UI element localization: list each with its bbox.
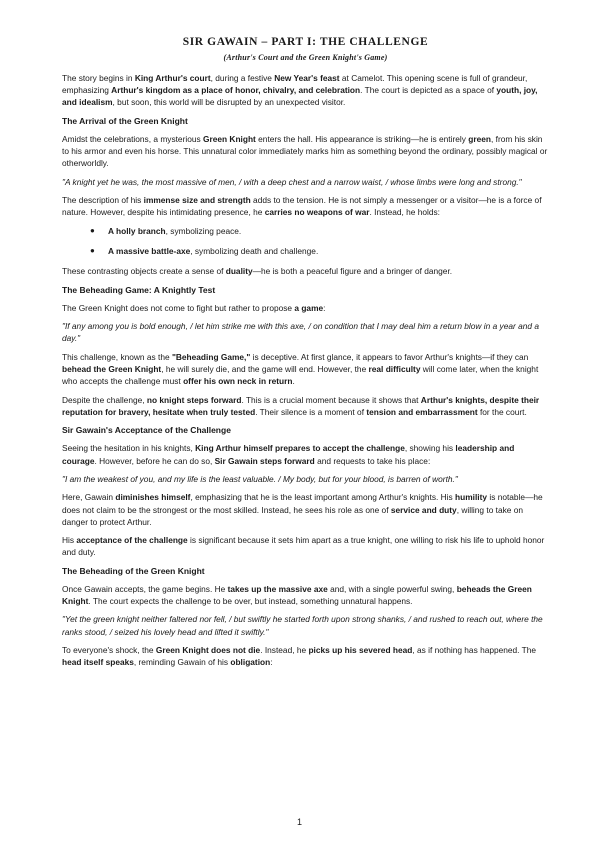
section-heading-acceptance: Sir Gawain's Acceptance of the Challenge [62, 425, 231, 436]
page-number: 1 [296, 817, 302, 827]
game-paragraph-2: This challenge, known as the "Beheading Game," is deceptive. At first glance, it appears to favor Arthur's knights—if they can behead the Green Knight, he will surely die, and the game will end. However, the real difficulty will come later, when the knight who accepts the challenge must offer his own neck in return. [62, 351, 539, 387]
game-paragraph-1: The Green Knight does not come to fight but rather to propose a game: [62, 302, 326, 313]
beheading-quote: "Yet the green knight neither faltered nor fell, / but swiftly he started forth upon strong shanks, / and rushed to reach out, where the ranks stood, / seized his lovely head and lifted it swiftly." [62, 614, 543, 637]
bullet-icon: ● [90, 245, 95, 255]
beheading-paragraph-2: To everyone's shock, the Green Knight does not die. Instead, he picks up his severed head, as if nothing has happened. The head itself speaks, reminding Gawain of his obligation: [62, 645, 537, 668]
game-quote: "If any among you is bold enough, / let him strike me with this axe, / on condition that I may deal him a return blow in a year and a day." [62, 321, 539, 344]
section-heading-game: The Beheading Game: A Knightly Test [62, 284, 216, 295]
acceptance-paragraph-1: Seeing the hesitation in his knights, King Arthur himself prepares to accept the challenge, showing his leadership and courage. However, before he can do so, Sir Gawain steps forward and requests to take his place: [62, 443, 515, 466]
document-subtitle: (Arthur's Court and the Green Knight's Game) [223, 53, 388, 62]
list-item: ● A massive battle-axe, symbolizing death and challenge. [90, 245, 319, 256]
section-heading-arrival: The Arrival of the Green Knight [62, 115, 188, 126]
arrival-paragraph-3: These contrasting objects create a sense of duality—he is both a peaceful figure and a bringer of danger. [62, 266, 453, 277]
acceptance-quote: "I am the weakest of you, and my life is the least valuable. / My body, but for your blood, is barren of worth." [62, 473, 458, 484]
bullet-icon: ● [90, 225, 95, 235]
section-heading-beheading: The Beheading of the Green Knight [62, 565, 205, 576]
arrival-paragraph-2: The description of his immense size and strength adds to the tension. He is not simply a messenger or a visitor—he is a force of nature. However, despite his intimidating presence, he carries no weapons of war. Instead, he holds: [62, 195, 542, 218]
list-item: ● A holly branch, symbolizing peace. [90, 225, 242, 236]
intro-paragraph: The story begins in King Arthur's court, during a festive New Year's feast at Camelot. This opening scene is full of grandeur, emphasizing Arthur's kingdom as a place of honor, chivalry, and celebration. The court is depicted as a space of youth, joy, and idealism, but soon, this world will be disrupted by an unexpected visitor. [62, 73, 538, 108]
document-title: SIR GAWAIN – PART I: THE CHALLENGE [182, 36, 429, 48]
beheading-paragraph-1: Once Gawain accepts, the game begins. He takes up the massive axe and, with a single powerful swing, beheads the Green Knight. The court expects the challenge to be over, but instead, something unnatural happens. [62, 583, 532, 607]
game-paragraph-3: Despite the challenge, no knight steps forward. This is a crucial moment because it shows that Arthur's knights, despite their reputation for bravery, hesitate when truly tested. Their silence is a moment of tension and embarrassment for the court. [62, 394, 540, 417]
acceptance-paragraph-2: Here, Gawain diminishes himself, emphasizing that he is the least important among Arthur's knights. His humility is notable—he does not claim to be the strongest or the most skilled. Instead, he sees his role as one of service and duty, willing to take on danger to protect Arthur. [62, 492, 543, 527]
acceptance-paragraph-3: His acceptance of the challenge is significant because it sets him apart as a true knight, one willing to risk his life to uphold honor and duty. [62, 535, 545, 558]
arrival-quote: "A knight yet he was, the most massive of men, / with a deep chest and a narrow waist, / whose limbs were long and strong." [62, 176, 522, 187]
objects-list [62, 225, 549, 257]
arrival-paragraph-1: Amidst the celebrations, a mysterious Green Knight enters the hall. His appearance is striking—he is entirely green, from his skin to his armor and even his horse. This unnatural color immediately marks him as something beyond the ordinary, possibly magical or otherworldly. [62, 133, 548, 169]
